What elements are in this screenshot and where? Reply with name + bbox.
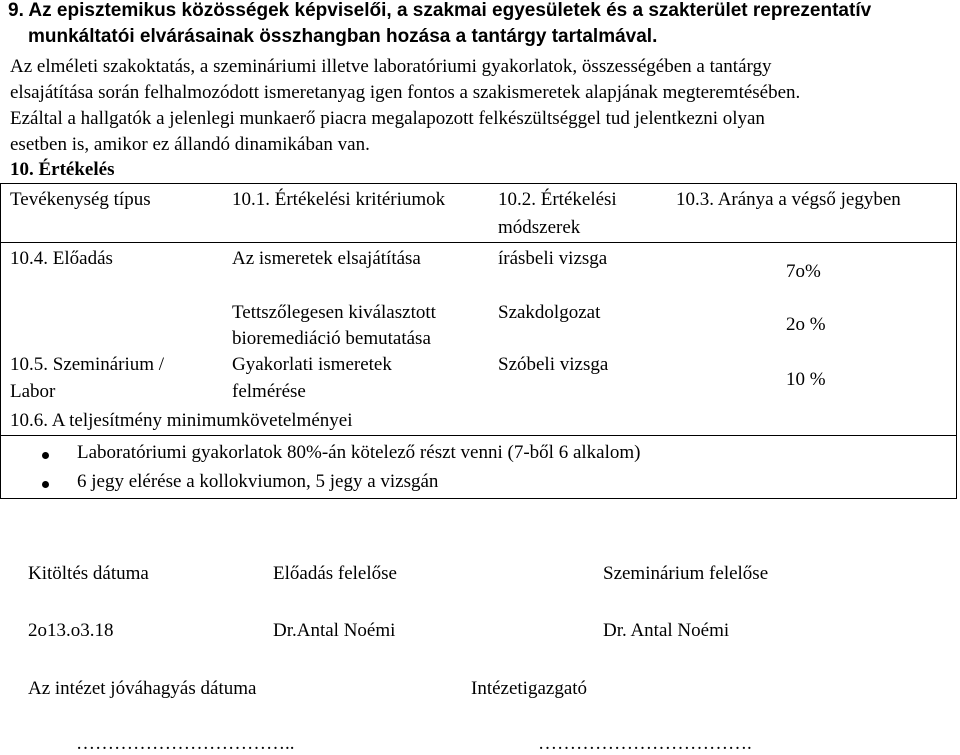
section9-para-line: Ezáltal a hallgatók a jelenlegi munkaerő piacra megalapozott felkészültséggel tud jelentkezni olyan (10, 108, 765, 129)
section9-heading-line2: munkáltatói elvárásainak összhangban hozása a tantárgy tartalmával. (28, 26, 658, 47)
row-type: 10.5. Szeminárium / (10, 354, 165, 375)
table-rule (0, 183, 1, 498)
min-req-item: Laboratóriumi gyakorlatok 80%-án kötelező részt venni (7-ből 6 alkalom) (77, 442, 641, 463)
header-type: Tevékenység típus (10, 189, 151, 210)
min-req-item: 6 jegy elérése a kollokviumon, 5 jegy a vizsgán (77, 471, 439, 492)
section10-heading: 10. Értékelés (10, 159, 115, 180)
min-req-title: 10.6. A teljesítmény minimumkövetelményei (10, 410, 353, 431)
row-type: 10.4. Előadás (10, 248, 113, 269)
lecture-owner-label: Előadás felelőse (273, 563, 397, 584)
lecture-owner: Dr.Antal Noémi (273, 620, 396, 641)
row-ratio: 2o % (786, 314, 826, 335)
row-type-cont: Labor (10, 381, 56, 402)
row-criteria: Gyakorlati ismeretek (232, 354, 392, 375)
header-criteria: 10.1. Értékelési kritériumok (232, 189, 446, 210)
fill-date: 2o13.o3.18 (28, 620, 114, 641)
director-label: Intézetigazgató (471, 678, 588, 699)
row-criteria-cont: felmérése (232, 381, 306, 402)
bullet-icon (42, 452, 49, 459)
table-rule (956, 183, 957, 498)
fill-date-label: Kitöltés dátuma (28, 563, 149, 584)
section9-para-line: esetben is, amikor ez állandó dinamikában van. (10, 134, 370, 155)
section9-para-line: elsajátítása során felhalmozódott ismeretanyag igen fontos a szakismeretek alapjának megteremtésében. (10, 82, 801, 103)
seminar-owner: Dr. Antal Noémi (603, 620, 730, 641)
signature-dots-right: ……………………………. (538, 733, 752, 754)
section9-para-line: Az elméleti szakoktatás, a szemináriumi illetve laboratóriumi gyakorlatok, összességében a tantárgy (10, 56, 772, 77)
approval-date-label: Az intézet jóváhagyás dátuma (28, 678, 257, 699)
row-method: Szóbeli vizsga (498, 354, 609, 375)
row-ratio: 7o% (786, 261, 821, 282)
table-rule (0, 183, 957, 184)
header-methods: 10.2. Értékelési (498, 189, 617, 210)
row-method: Szakdolgozat (498, 302, 601, 323)
signature-dots-left: …………………………….. (76, 733, 295, 754)
table-rule (0, 498, 957, 499)
row-criteria: Tettszőlegesen kiválasztott (232, 302, 436, 323)
header-methods-cont: módszerek (498, 217, 581, 238)
header-ratio: 10.3. Aránya a végső jegyben (676, 189, 901, 210)
seminar-owner-label: Szeminárium felelőse (603, 563, 769, 584)
section9-heading-line1: 9. Az episztemikus közösségek képviselői, a szakmai egyesületek és a szakterület reprezentatív (8, 0, 872, 21)
table-rule (0, 435, 957, 436)
row-method: írásbeli vizsga (498, 248, 608, 269)
row-criteria-cont: bioremediáció bemutatása (232, 328, 431, 349)
row-ratio: 10 % (786, 369, 826, 390)
table-rule (0, 242, 957, 243)
row-criteria: Az ismeretek elsajátítása (232, 248, 421, 269)
bullet-icon (42, 481, 49, 488)
